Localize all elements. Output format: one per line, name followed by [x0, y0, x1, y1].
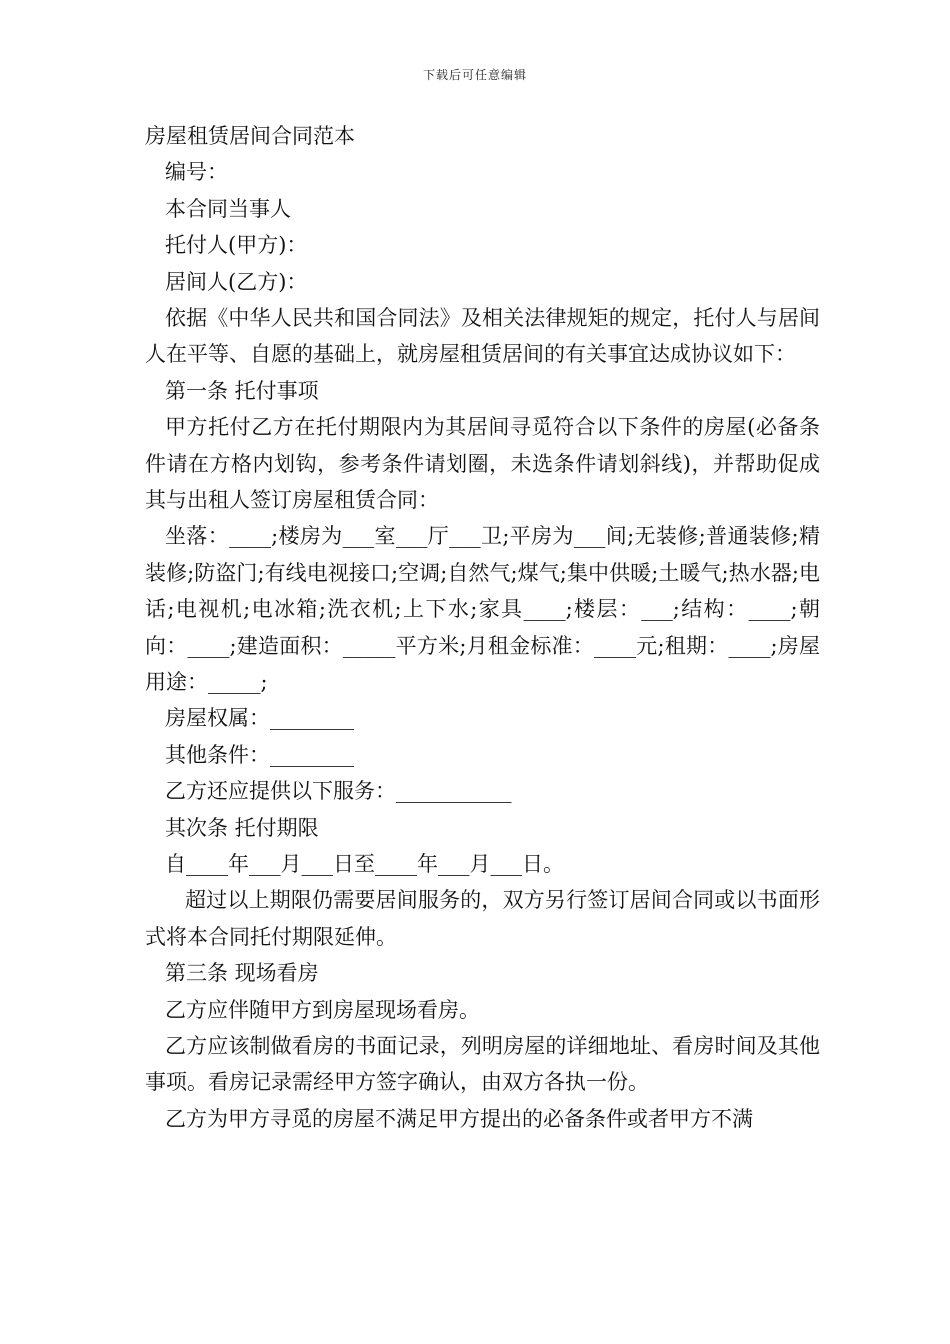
header-note: 下载后可任意编辑	[422, 68, 527, 82]
conditions-paragraph: 坐落：____;楼房为___室___厅___卫;平房为___间;无装修;普通装修;精装修;防盗门;有线电视接口;空调;自然气;煤气;集中供暖;土暖气;热水器;电话;电视机;电冰箱;洗衣机;上下水;家具____;楼层：___;结构：____;朝向：____;建造面积：_____平方米;月租金标准：____元;租期：____;房屋用途：_____;	[145, 524, 820, 694]
article-1-paragraph: 甲方托付乙方在托付期限内为其居间寻觅符合以下条件的房屋(必备条件请在方格内划钩，参考条件请划圈，未选条件请划斜线)，并帮助促成其与出租人签订房屋租赁合同：	[145, 415, 820, 512]
other-conditions-line: 其他条件：________	[165, 742, 354, 767]
parties-heading: 本合同当事人	[165, 196, 291, 221]
record-paragraph: 乙方应该制做看房的书面记录，列明房屋的详细地址、看房时间及其他事项。看房记录需经甲方签字确认，由双方各执一份。	[145, 1033, 820, 1095]
period-line: 自____年___月___日至____年___月___日。	[165, 851, 564, 876]
unsatisfied-paragraph: 乙方为甲方寻觅的房屋不满足甲方提出的必备条件或者甲方不满	[165, 1106, 753, 1131]
viewing-line: 乙方应伴随甲方到房屋现场看房。	[165, 997, 480, 1022]
document-title: 房屋租赁居间合同范本	[145, 124, 355, 148]
article-2-heading: 其次条 托付期限	[165, 815, 319, 840]
article-1-heading: 第一条 托付事项	[165, 378, 319, 403]
services-line: 乙方还应提供以下服务：___________	[165, 779, 512, 804]
client-label: 托付人(甲方)：	[165, 233, 308, 258]
article-3-heading: 第三条 现场看房	[165, 961, 319, 986]
agent-label: 居间人(乙方)：	[165, 269, 308, 294]
ownership-line: 房屋权属：________	[165, 706, 354, 731]
document-body	[145, 118, 820, 1137]
contract-number-label: 编号：	[165, 160, 228, 185]
preamble-paragraph: 依据《中华人民共和国合同法》及相关法律规矩的规定，托付人与居间人在平等、自愿的基础上，就房屋租赁居间的有关事宜达成协议如下：	[145, 305, 820, 367]
extension-paragraph: 超过以上期限仍需要居间服务的，双方另行签订居间合同或以书面形式将本合同托付期限延伸。	[145, 888, 820, 949]
